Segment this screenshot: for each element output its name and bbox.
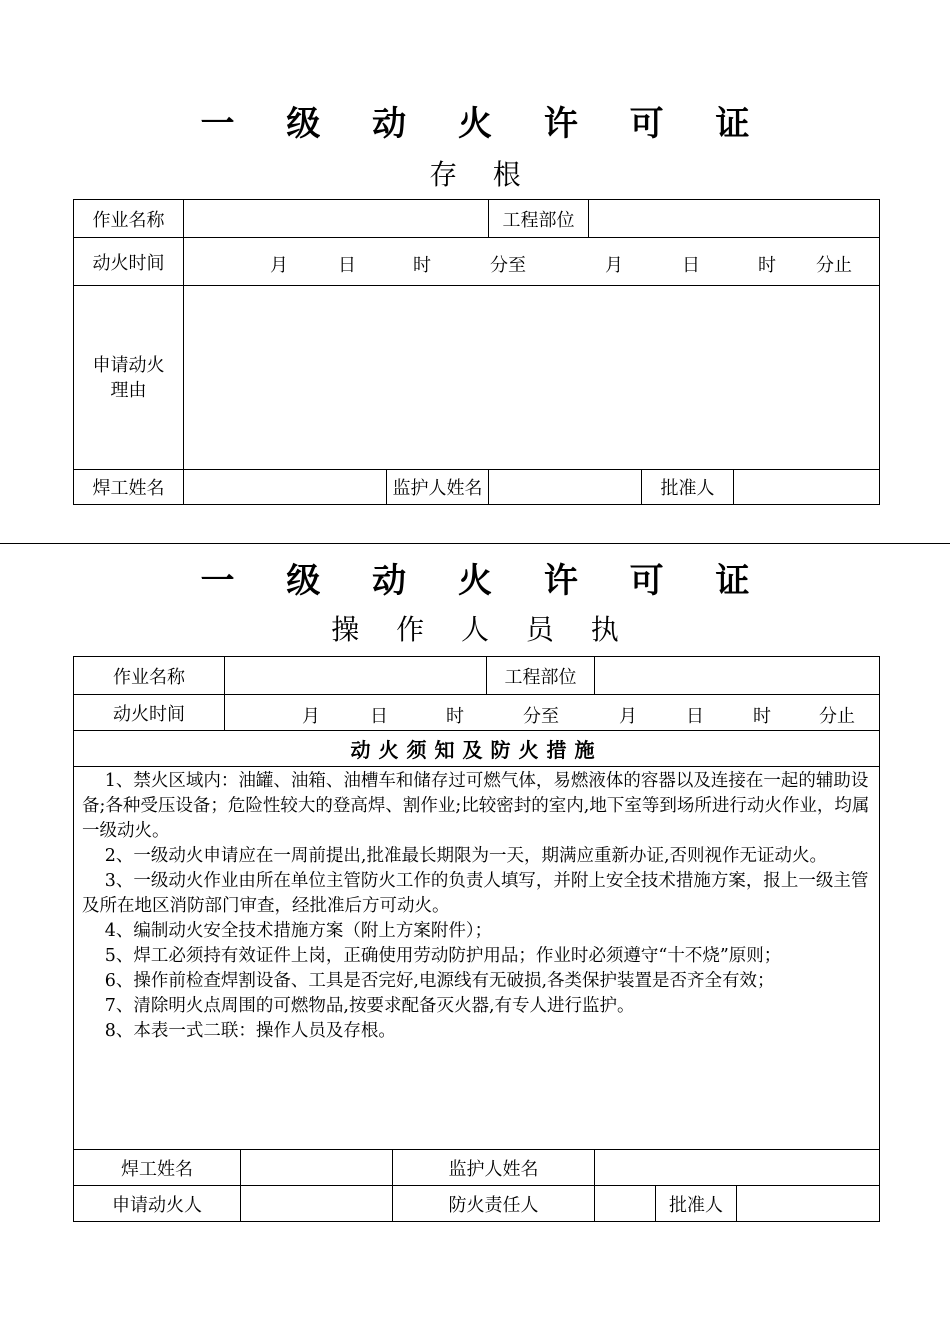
stub-time-day-2: 日 <box>682 255 700 276</box>
operator-guardian-field[interactable] <box>595 1150 880 1186</box>
stub-reason-label: 申请动火理由 <box>74 286 184 470</box>
note-item: 1、禁火区域内：油罐、油箱、油槽车和储存过可燃气体，易燃液体的容器以及连接在一起的辅助设备;各种受压设备；危险性较大的登高焊、割作业;比较密封的室内,地下室等到场所进行动火作业，均属一级动火。 <box>82 771 870 841</box>
operator-guardian-label: 监护人姓名 <box>393 1150 595 1186</box>
stub-reason-field[interactable] <box>184 286 880 470</box>
operator-subtitle: 操 作 人 员 执 <box>331 613 633 646</box>
note-item: 5、焊工必须持有效证件上岗，正确使用劳动防护用品；作业时必须遵守“十不烧”原则； <box>104 946 782 966</box>
notes-body <box>74 767 880 1150</box>
cut-line <box>0 543 950 544</box>
operator-time-day-1: 日 <box>370 706 388 727</box>
note-item: 3、一级动火作业由所在单位主管防火工作的负责人填写，并附上安全技术措施方案，报上一级主管及所在地区消防部门审查，经批准后方可动火。 <box>82 871 869 916</box>
stub-approver-label: 批准人 <box>642 470 734 505</box>
operator-fire-time-label: 动火时间 <box>74 695 225 731</box>
operator-form-table <box>73 656 880 1222</box>
stub-subtitle: 存 根 <box>429 158 521 191</box>
stub-fire-time-field[interactable] <box>184 238 880 286</box>
stub-project-part-field[interactable] <box>589 200 880 238</box>
note-item: 4、编制动火安全技术措施方案（附上方案附件）； <box>104 921 493 941</box>
stub-time-from: 分至 <box>490 255 526 276</box>
operator-welder-field[interactable] <box>241 1150 393 1186</box>
stub-time-month-1: 月 <box>270 255 288 276</box>
operator-work-name-field[interactable] <box>225 657 487 695</box>
operator-approver-field[interactable] <box>737 1186 880 1222</box>
operator-applicant-label: 申请动火人 <box>74 1186 241 1222</box>
note-item: 2、一级动火申请应在一周前提出,批准最长期限为一天，期满应重新办证,否则视作无证动火。 <box>104 846 828 866</box>
stub-work-name-label: 作业名称 <box>74 200 184 238</box>
operator-time-month-2: 月 <box>619 706 637 727</box>
stub-time-hour-1: 时 <box>413 255 431 276</box>
note-item: 8、本表一式二联：操作人员及存根。 <box>104 1021 396 1041</box>
operator-time-month-1: 月 <box>302 706 320 727</box>
operator-project-part-field[interactable] <box>595 657 880 695</box>
operator-fire-time-field[interactable] <box>225 695 880 731</box>
stub-guardian-label: 监护人姓名 <box>387 470 489 505</box>
stub-time-day-1: 日 <box>338 255 356 276</box>
operator-fire-officer-label: 防火责任人 <box>393 1186 595 1222</box>
operator-applicant-field[interactable] <box>241 1186 393 1222</box>
stub-welder-label: 焊工姓名 <box>74 470 184 505</box>
operator-welder-label: 焊工姓名 <box>74 1150 241 1186</box>
operator-time-from: 分至 <box>523 706 559 727</box>
stub-time-hour-2: 时 <box>758 255 776 276</box>
stub-form-table <box>73 199 880 505</box>
operator-work-name-label: 作业名称 <box>74 657 225 695</box>
note-item: 6、操作前检查焊割设备、工具是否完好,电源线有无破损,各类保护装置是否齐全有效； <box>104 971 775 991</box>
stub-project-part-label: 工程部位 <box>489 200 589 238</box>
operator-title: 一 级 动 火 许 可 证 <box>200 561 770 601</box>
stub-work-name-field[interactable] <box>184 200 489 238</box>
stub-welder-field[interactable] <box>184 470 387 505</box>
operator-time-until: 分止 <box>819 706 855 727</box>
operator-fire-officer-field[interactable] <box>595 1186 656 1222</box>
stub-fire-time-label: 动火时间 <box>74 238 184 286</box>
operator-time-hour-2: 时 <box>753 706 771 727</box>
stub-approver-field[interactable] <box>734 470 880 505</box>
note-item: 7、清除明火点周围的可燃物品,按要求配备灭火器,有专人进行监护。 <box>104 996 635 1016</box>
stub-time-month-2: 月 <box>605 255 623 276</box>
operator-project-part-label: 工程部位 <box>487 657 595 695</box>
operator-time-day-2: 日 <box>686 706 704 727</box>
stub-guardian-field[interactable] <box>489 470 642 505</box>
operator-time-hour-1: 时 <box>446 706 464 727</box>
stub-time-until: 分止 <box>816 255 852 276</box>
stub-title: 一 级 动 火 许 可 证 <box>200 104 770 144</box>
notes-heading: 动火须知及防火措施 <box>74 731 880 767</box>
operator-approver-label: 批准人 <box>656 1186 737 1222</box>
